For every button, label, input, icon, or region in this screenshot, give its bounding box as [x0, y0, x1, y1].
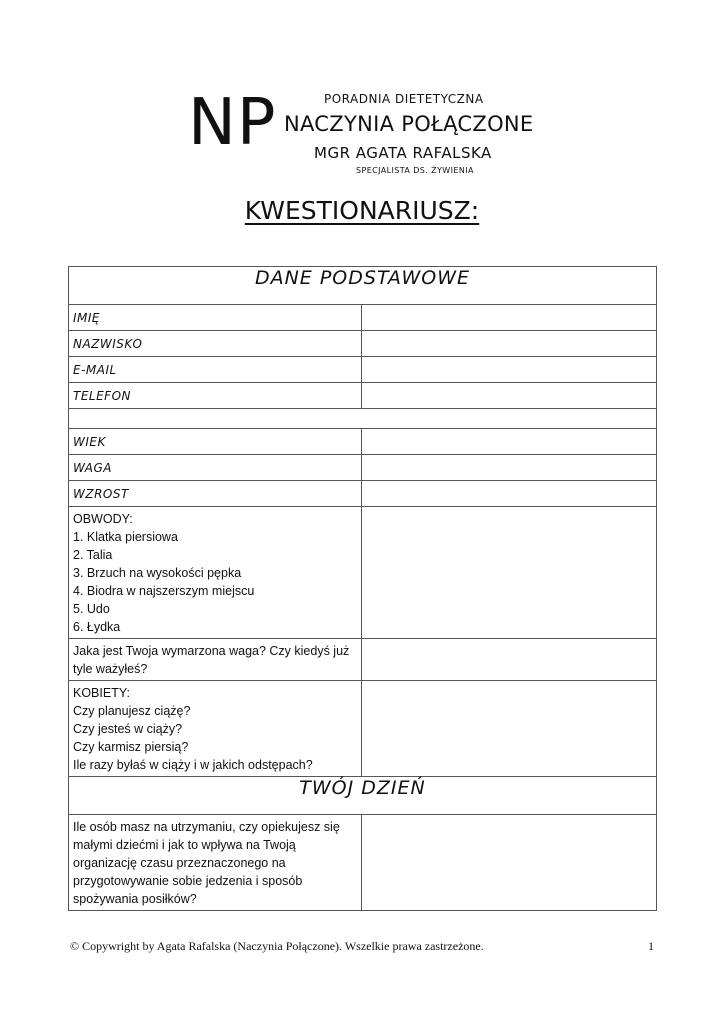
field-answer-measurements[interactable]	[362, 507, 657, 639]
field-label-age: WIEK	[69, 429, 362, 455]
dream-weight-line: tyle ważyłeś?	[73, 662, 148, 676]
measurements-line: 2. Talia	[73, 548, 113, 562]
field-label-email: E-MAIL	[69, 357, 362, 383]
measurements-line: 5. Udo	[73, 602, 110, 616]
field-label-weight: WAGA	[69, 455, 362, 481]
women-line: Czy jesteś w ciąży?	[73, 722, 183, 736]
questionnaire-table	[68, 266, 657, 911]
field-label-dream-weight	[69, 639, 362, 681]
section-heading-day	[69, 777, 657, 815]
women-line: Czy planujesz ciążę?	[73, 704, 191, 718]
dependents-line: spożywania posiłków?	[73, 892, 197, 906]
table-row	[69, 815, 657, 911]
logo-owner: MGR AGATA RAFALSKA	[314, 144, 492, 162]
logo-specialty: SPECJALISTA DS. ŻYWIENIA	[356, 166, 474, 175]
measurements-line: 4. Biodra w najszerszym miejscu	[73, 584, 255, 598]
field-label-measurements	[69, 507, 362, 639]
field-answer-height[interactable]	[362, 481, 657, 507]
dependents-line: organizację czasu przeznaczonego na	[73, 856, 286, 870]
field-answer-phone[interactable]	[362, 383, 657, 409]
logo-clinic-type: PORADNIA DIETETYCZNA	[324, 92, 484, 106]
table-row	[69, 429, 657, 455]
field-answer-dependents[interactable]	[362, 815, 657, 911]
women-line: Czy karmisz piersią?	[73, 740, 189, 754]
section-heading-basic	[69, 267, 657, 305]
field-answer-email[interactable]	[362, 357, 657, 383]
measurements-line: 6. Łydka	[73, 620, 121, 634]
table-row	[69, 455, 657, 481]
table-row	[69, 481, 657, 507]
table-row	[69, 507, 657, 639]
field-label-name: IMIĘ	[69, 305, 362, 331]
field-answer-name[interactable]	[362, 305, 657, 331]
table-row	[69, 331, 657, 357]
field-label-dependents	[69, 815, 362, 911]
measurements-line: OBWODY:	[73, 512, 133, 526]
dependents-line: Ile osób masz na utrzymaniu, czy opiekujesz się	[73, 820, 340, 834]
dependents-line: małymi dziećmi i jak to wpływa na Twoją	[73, 838, 296, 852]
table-row	[69, 383, 657, 409]
table-row	[69, 639, 657, 681]
field-label-phone: TELEFON	[69, 383, 362, 409]
field-answer-weight[interactable]	[362, 455, 657, 481]
logo-clinic-name: NACZYNIA POŁĄCZONE	[284, 112, 534, 136]
section-heading-label: TWÓJ DZIEŃ	[69, 777, 657, 815]
spacer-row	[69, 409, 657, 429]
table-row	[69, 681, 657, 777]
dependents-line: przygotowywanie sobie jedzenia i sposób	[73, 874, 303, 888]
women-line: Ile razy byłaś w ciąży i w jakich odstępach?	[73, 758, 313, 772]
field-answer-dream-weight[interactable]	[362, 639, 657, 681]
footer-copyright: © Copywright by Agata Rafalska (Naczynia Połączone). Wszelkie prawa zastrzeżone.	[70, 939, 484, 953]
field-answer-age[interactable]	[362, 429, 657, 455]
field-answer-surname[interactable]	[362, 331, 657, 357]
field-label-women	[69, 681, 362, 777]
dream-weight-line: Jaka jest Twoja wymarzona waga? Czy kiedyś już	[73, 644, 350, 658]
table-row	[69, 357, 657, 383]
page-title: KWESTIONARIUSZ:	[244, 196, 480, 225]
field-answer-women[interactable]	[362, 681, 657, 777]
page-number: 1	[648, 939, 654, 953]
measurements-line: 1. Klatka piersiowa	[73, 530, 178, 544]
table-row	[69, 305, 657, 331]
field-label-surname: NAZWISKO	[69, 331, 362, 357]
logo	[186, 86, 534, 178]
women-line: KOBIETY:	[73, 686, 130, 700]
section-heading-label: DANE PODSTAWOWE	[69, 267, 657, 305]
measurements-line: 3. Brzuch na wysokości pępka	[73, 566, 242, 580]
logo-initials: NP	[188, 86, 277, 160]
field-label-height: WZROST	[69, 481, 362, 507]
spacer-cell	[69, 409, 657, 429]
